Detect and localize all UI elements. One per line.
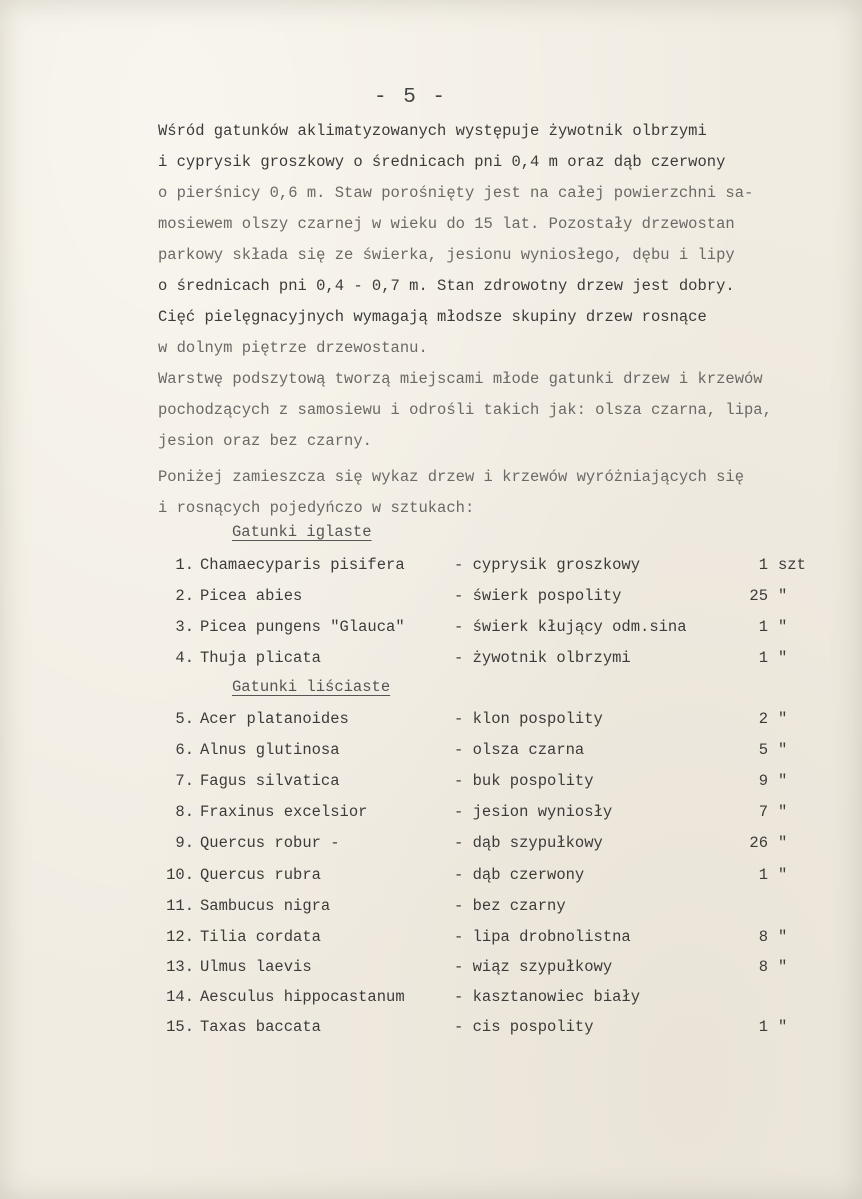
species-row: [0, 866, 862, 892]
species-unit: ": [778, 866, 788, 884]
text-line: Wśród gatunków aklimatyzowanych występuje żywotnik olbrzymi: [158, 122, 707, 140]
species-number: 10.: [166, 866, 194, 884]
species-latin-name: Picea abies: [200, 587, 303, 605]
species-quantity: 1: [758, 618, 768, 636]
species-quantity: 25: [749, 587, 768, 605]
species-latin-name: Quercus robur -: [200, 834, 340, 852]
species-row: [0, 556, 862, 582]
species-number: 1.: [175, 556, 194, 574]
species-number: 4.: [175, 649, 194, 667]
species-number: 12.: [166, 928, 194, 946]
species-quantity: 1: [758, 1018, 768, 1036]
species-latin-name: Sambucus nigra: [200, 897, 331, 915]
species-polish-name: - cyprysik groszkowy: [454, 556, 641, 574]
species-polish-name: - dąb czerwony: [454, 866, 585, 884]
species-polish-name: - lipa drobnolistna: [454, 928, 631, 946]
species-latin-name: Thuja plicata: [200, 649, 321, 667]
species-polish-name: - bez czarny: [454, 897, 566, 915]
section-heading-conifers: Gatunki iglaste: [232, 523, 372, 541]
species-unit: ": [778, 618, 788, 636]
species-latin-name: Acer platanoides: [200, 710, 349, 728]
species-quantity: 1: [758, 649, 768, 667]
species-number: 7.: [175, 772, 194, 790]
paragraph-acclimatized-species: [158, 116, 848, 364]
species-row: [0, 772, 862, 798]
text-line: mosiewem olszy czarnej w wieku do 15 lat. Pozostały drzewostan: [158, 215, 735, 233]
species-polish-name: - olsza czarna: [454, 741, 585, 759]
species-polish-name: - dąb szypułkowy: [454, 834, 603, 852]
species-row: [0, 958, 862, 984]
species-number: 9.: [175, 834, 194, 852]
species-unit: ": [778, 587, 788, 605]
species-latin-name: Tilia cordata: [200, 928, 321, 946]
species-polish-name: - świerk kłujący odm.sina: [454, 618, 687, 636]
species-row: [0, 741, 862, 767]
species-quantity: 2: [758, 710, 768, 728]
species-latin-name: Alnus glutinosa: [200, 741, 340, 759]
species-quantity: 1: [758, 556, 768, 574]
text-line: o średnicach pni 0,4 - 0,7 m. Stan zdrowotny drzew jest dobry.: [158, 277, 735, 295]
species-number: 13.: [166, 958, 194, 976]
species-unit: ": [778, 772, 788, 790]
species-number: 6.: [175, 741, 194, 759]
species-row: [0, 834, 862, 860]
species-row: [0, 1018, 862, 1044]
species-row: [0, 649, 862, 675]
species-number: 5.: [175, 710, 194, 728]
text-line: jesion oraz bez czarny.: [158, 432, 372, 450]
species-quantity: 8: [758, 928, 768, 946]
page-number: - 5 -: [374, 86, 448, 109]
species-unit: ": [778, 958, 788, 976]
species-polish-name: - wiąz szypułkowy: [454, 958, 613, 976]
species-unit: ": [778, 649, 788, 667]
species-unit: ": [778, 741, 788, 759]
text-line: pochodzących z samosiewu i odrośli takich jak: olsza czarna, lipa,: [158, 401, 772, 419]
species-number: 15.: [166, 1018, 194, 1036]
species-latin-name: Quercus rubra: [200, 866, 321, 884]
species-latin-name: Picea pungens "Glauca": [200, 618, 405, 636]
text-line: Cięć pielęgnacyjnych wymagają młodsze skupiny drzew rosnące: [158, 308, 707, 326]
species-unit: ": [778, 803, 788, 821]
text-line: i cyprysik groszkowy o średnicach pni 0,4 m oraz dąb czerwony: [158, 153, 726, 171]
species-quantity: 8: [758, 958, 768, 976]
species-polish-name: - klon pospolity: [454, 710, 603, 728]
paragraph-understory: [158, 364, 848, 457]
species-unit: ": [778, 928, 788, 946]
text-line: o pierśnicy 0,6 m. Staw porośnięty jest na całej powierzchni sa-: [158, 184, 754, 202]
species-polish-name: - buk pospolity: [454, 772, 594, 790]
text-line: w dolnym piętrze drzewostanu.: [158, 339, 428, 357]
species-quantity: 5: [758, 741, 768, 759]
species-row: [0, 988, 862, 1014]
species-unit: ": [778, 834, 788, 852]
species-latin-name: Aesculus hippocastanum: [200, 988, 405, 1006]
text-line: i rosnących pojedyńczo w sztukach:: [158, 499, 475, 517]
species-number: 14.: [166, 988, 194, 1006]
species-number: 8.: [175, 803, 194, 821]
paragraph-list-intro: [158, 462, 848, 524]
species-row: [0, 928, 862, 954]
species-quantity: 9: [758, 772, 768, 790]
species-latin-name: Fraxinus excelsior: [200, 803, 368, 821]
species-polish-name: - żywotnik olbrzymi: [454, 649, 631, 667]
species-quantity: 26: [749, 834, 768, 852]
species-polish-name: - jesion wyniosły: [454, 803, 613, 821]
species-quantity: 1: [758, 866, 768, 884]
species-row: [0, 618, 862, 644]
species-number: 3.: [175, 618, 194, 636]
species-polish-name: - świerk pospolity: [454, 587, 622, 605]
species-polish-name: - kasztanowiec biały: [454, 988, 641, 1006]
species-row: [0, 710, 862, 736]
species-row: [0, 587, 862, 613]
text-line: Warstwę podszytową tworzą miejscami młode gatunki drzew i krzewów: [158, 370, 763, 388]
species-latin-name: Ulmus laevis: [200, 958, 312, 976]
species-number: 2.: [175, 587, 194, 605]
species-unit: ": [778, 1018, 788, 1036]
section-heading-broadleaf: Gatunki liściaste: [232, 678, 391, 696]
species-latin-name: Fagus silvatica: [200, 772, 340, 790]
species-number: 11.: [166, 897, 194, 915]
species-polish-name: - cis pospolity: [454, 1018, 594, 1036]
text-line: Poniżej zamieszcza się wykaz drzew i krzewów wyróżniających się: [158, 468, 744, 486]
species-latin-name: Chamaecyparis pisifera: [200, 556, 405, 574]
text-line: parkowy składa się ze świerka, jesionu wyniosłego, dębu i lipy: [158, 246, 735, 264]
species-unit: ": [778, 710, 788, 728]
species-latin-name: Taxas baccata: [200, 1018, 321, 1036]
species-row: [0, 803, 862, 829]
species-unit: szt: [778, 556, 806, 574]
species-row: [0, 897, 862, 923]
species-quantity: 7: [758, 803, 768, 821]
